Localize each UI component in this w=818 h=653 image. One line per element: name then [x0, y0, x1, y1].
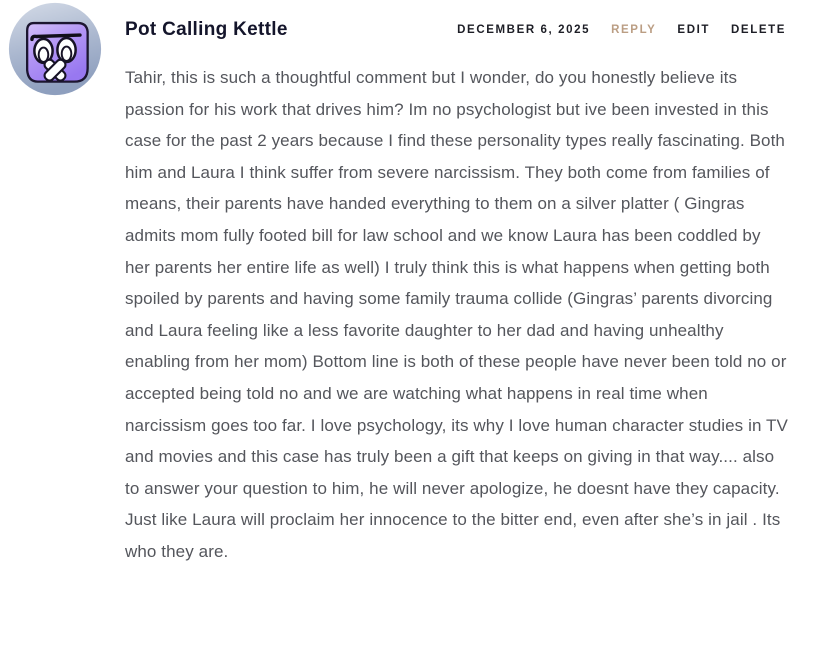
comment-date: DECEMBER 6, 2025 [457, 24, 591, 36]
muted-wide-eyed-face-avatar-icon [7, 1, 103, 97]
author-name: Pot Calling Kettle [125, 19, 288, 40]
edit-button[interactable]: EDIT [677, 24, 711, 36]
comment-text: Tahir, this is such a thoughtful comment but I wonder, do you honestly believe its passion for his work that drives him? Im no psychologist but ive been invested in this case for the past 2 years because I find these personality types really fascinating. Both him and Laura I think suffer from severe narcissism. They both come from families of means, their parents have handed everything to them on a silver platter ( Gingras admits mom fully footed bill for law school and we know Laura has been coddled by her parents her entire life as well) I truly think this is what happens when getting both spoiled by parents and having some family trauma collide (Gingras’ parents divorcing and Laura feeling like a less favorite daughter to her dad and having unhealthy enabling from her mom) Bottom line is both of these people have never been told no or accepted being told no and we are watching what happens in real time when narcissism goes too far. I love psychology, its why I love human character studies in TV and movies and this case has truly been a gift that keeps on giving in that way.... also to answer your question to him, he will never apologize, he doesnt have they capacity. Just like Laura will proclaim her innocence to the bitter end, even after she’s in jail . Its who they are. [125, 68, 788, 561]
comment-meta [457, 24, 786, 36]
comment-header [125, 0, 790, 41]
reply-button[interactable]: REPLY [611, 24, 657, 36]
avatar [7, 1, 103, 97]
delete-button[interactable]: DELETE [731, 24, 786, 36]
